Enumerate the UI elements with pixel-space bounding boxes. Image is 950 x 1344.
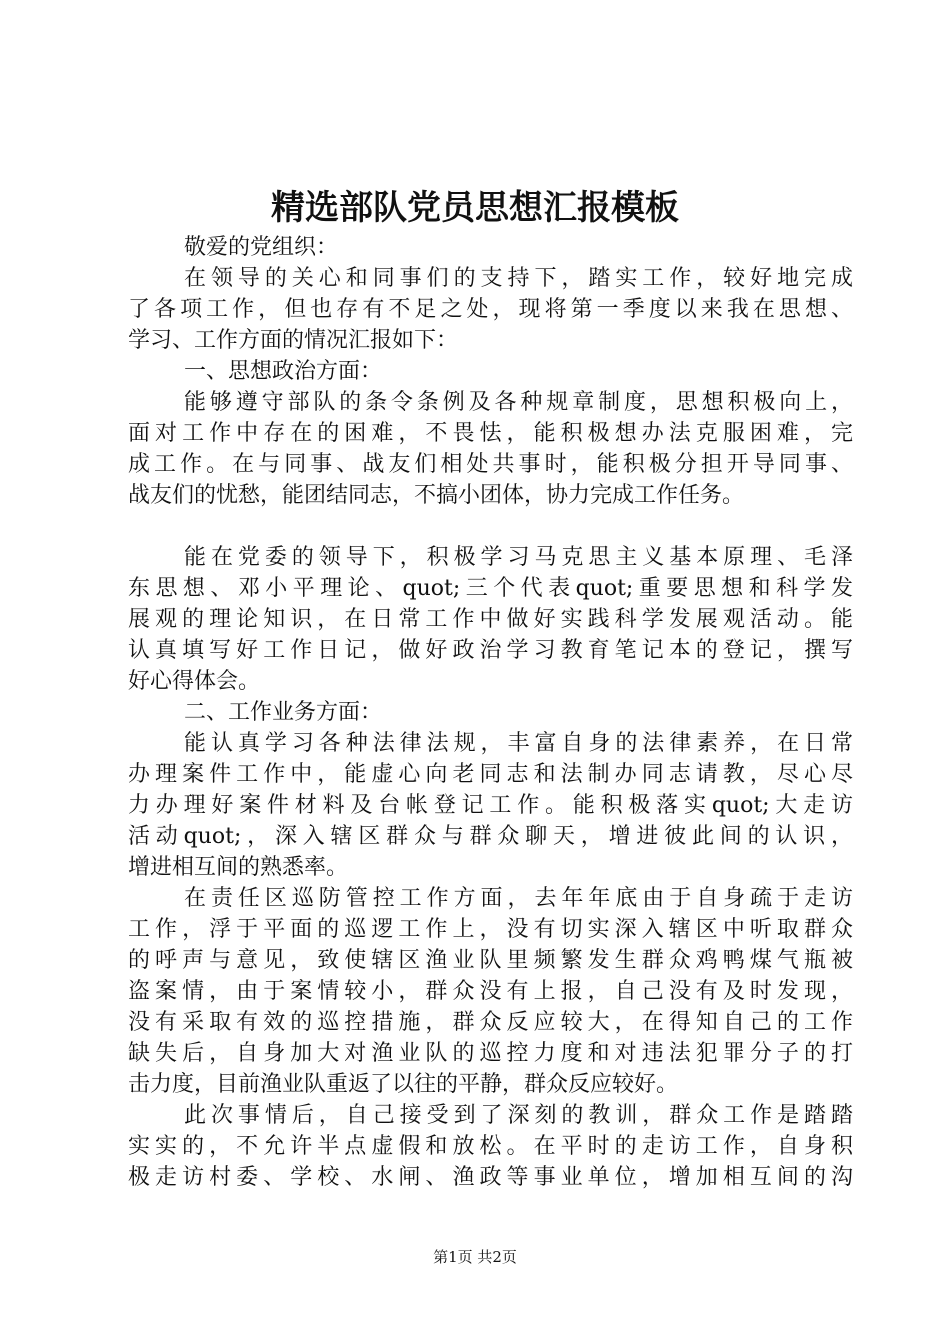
text-line: 面对工作中存在的困难，不畏怯，能积极想办法克服困难，完 [128,421,853,446]
text-line: 工作，浮于平面的巡逻工作上，没有切实深入辖区中听取群众 [128,917,853,942]
document-body [128,232,853,1193]
text-line: 缺失后，自身加大对渔业队的巡控力度和对违法犯罪分子的打 [128,1041,853,1066]
text-line: 力办理好案件材料及台帐登记工作。能积极落实quot;大走访 [128,793,853,818]
text-line: 能认真学习各种法律法规，丰富自身的法律素养，在日常 [184,731,853,756]
text-line: 增进相互间的熟悉率。 [128,855,349,880]
text-line: 战友们的忧愁，能团结同志，不搞小团体，协力完成工作任务。 [128,483,745,508]
text-line: 了各项工作，但也存有不足之处，现将第一季度以来我在思想、 [128,297,853,322]
text-line: 活动quot;，深入辖区群众与群众聊天，增进彼此间的认识， [128,824,853,849]
text-line: 成工作。在与同事、战友们相处共事时，能积极分担开导同事、 [128,452,853,477]
text-line: 一、思想政治方面： [184,359,383,384]
text-line: 在领导的关心和同事们的支持下，踏实工作，较好地完成 [184,266,853,291]
document-title: 精选部队党员思想汇报模板 [271,188,679,228]
text-line: 敬爱的党组织： [184,235,339,260]
text-line: 实实的，不允许半点虚假和放松。在平时的走访工作，自身积 [128,1134,853,1159]
text-line: 能在党委的领导下，积极学习马克思主义基本原理、毛泽 [184,545,853,570]
text-line: 在责任区巡防管控工作方面，去年年底由于自身疏于走访 [184,886,853,911]
page-footer: 第1页 共2页 [433,1248,517,1266]
blank-line [128,511,853,542]
text-line: 盗案情，由于案情较小，群众没有上报，自己没有及时发现， [128,979,853,1004]
text-line: 极走访村委、学校、水闸、渔政等事业单位，增加相互间的沟 [128,1165,853,1190]
text-line: 的呼声与意见，致使辖区渔业队里频繁发生群众鸡鸭煤气瓶被 [128,948,853,973]
text-line: 展观的理论知识，在日常工作中做好实践科学发展观活动。能 [128,607,853,632]
text-line: 好心得体会。 [128,669,261,694]
text-line: 能够遵守部队的条令条例及各种规章制度，思想积极向上， [184,390,853,415]
text-line: 认真填写好工作日记，做好政治学习教育笔记本的登记，撰写 [128,638,853,663]
text-line: 办理案件工作中，能虚心向老同志和法制办同志请教，尽心尽 [128,762,853,787]
text-line: 没有采取有效的巡控措施，群众反应较大，在得知自己的工作 [128,1010,853,1035]
text-line: 此次事情后，自己接受到了深刻的教训，群众工作是踏踏 [184,1103,853,1128]
text-line: 二、工作业务方面： [184,700,383,725]
text-line: 学习、工作方面的情况汇报如下： [128,328,459,353]
text-line: 击力度，目前渔业队重返了以往的平静，群众反应较好。 [128,1072,679,1097]
text-line: 东思想、邓小平理论、quot;三个代表quot;重要思想和科学发 [128,576,853,601]
